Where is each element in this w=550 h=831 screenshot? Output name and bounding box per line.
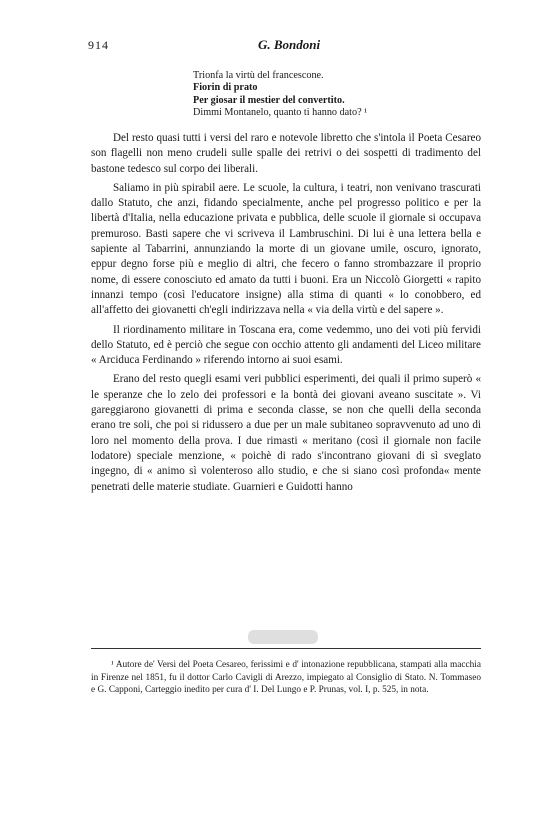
paragraph: Il riordinamento militare in Toscana era, come vedemmo, uno dei voti più fervidi dello Statuto, ed è perciò che segue con occhio attento gli andamenti del Liceo militare « Arciduca Ferdinando » riferendo intorno ai suoi esami.	[91, 323, 481, 367]
verse-line: Per giosar il mestier del convertito.	[193, 94, 345, 106]
body-text	[91, 131, 481, 499]
footnote: ¹ Autore de' Versi del Poeta Cesareo, ferissimi e d' intonazione repubblicana, stampati alla macchia in Firenze nel 1851, fu il dottor Carlo Cavigli di Arezzo, impiegato al Consiglio di Stato. N. Tommaseo e G. Capponi, Carteggio inedito per cura d' I. Del Lungo e P. Prunas, vol. I, p. 525, in nota.	[91, 660, 481, 696]
running-head: G. Bondoni	[258, 37, 321, 52]
verse-line: Trionfa la virtù del francescone.	[193, 70, 324, 81]
paragraph: Del resto quasi tutti i versi del raro e notevole libretto che s'intola il Poeta Cesareo son flagelli non meno crudeli sulle spalle dei retrivi o dei sospetti di tradimento del bastone tedesco sul corpo dei liberali.	[91, 132, 481, 175]
footnote-rule	[91, 648, 481, 649]
page-header	[88, 38, 478, 54]
paragraph: Saliamo in più spirabil aere. Le scuole, la cultura, i teatri, non venivano trascurati dallo Statuto, che anzi, fidando specialmente, anche pel progresso politico e per la libertà d'Italia, nella educazione privata e pubblica, delle scuole il giornale si occupava premuroso. Basti sapere che vi scriveva il Lambruschini. Di lui è una lettera bella e sapiente al Tabarrini, annunziando la morte di un giovane umile, oscuro, ignorato, eppur degno forse più e meglio di altri, che fecero o fanno strombazzare il proprio nome, di essere conosciuto ed amato da tutti i buoni. Era un Niccolò Giorgetti « rapito innanzi tempo (così l'educatore insigne) alla stima di quanti « lo conobbero, ed all'affetto dei giovanetti ch'egli indirizzava nella « via della virtù e del sapere ».	[91, 181, 481, 317]
verse-line: Fiorin di prato	[193, 82, 258, 94]
verse-line: Dimmi Montanelo, quanto ti hanno dato? ¹	[193, 107, 368, 119]
paragraph: Erano del resto quegli esami veri pubblici esperimenti, dei quali il primo superò « le speranze che lo zelo dei professori e la bontà dei giovani aveano suscitate ». Vi gareggiarono giovanetti di prima e seconda classe, se non che quelli della seconda erano tre soli, che poi si ridussero a due per un male subitaneo sopravvenuto ad uno di loro nel momento della prova. I due rimasti « meritano (così il giornale non facile lodatore) speciale menzione, « poichè di rado s'incontrano giovani di sì sveglato ingegno, di « animo sì volenteroso allo studio, e che si siano così profonda« mente penetrati delle materie studiate. Guarnieri e Guidotti hanno	[91, 373, 481, 493]
verse-quotation	[193, 70, 483, 120]
page-number: 914	[88, 38, 109, 52]
ink-smudge	[248, 630, 318, 644]
